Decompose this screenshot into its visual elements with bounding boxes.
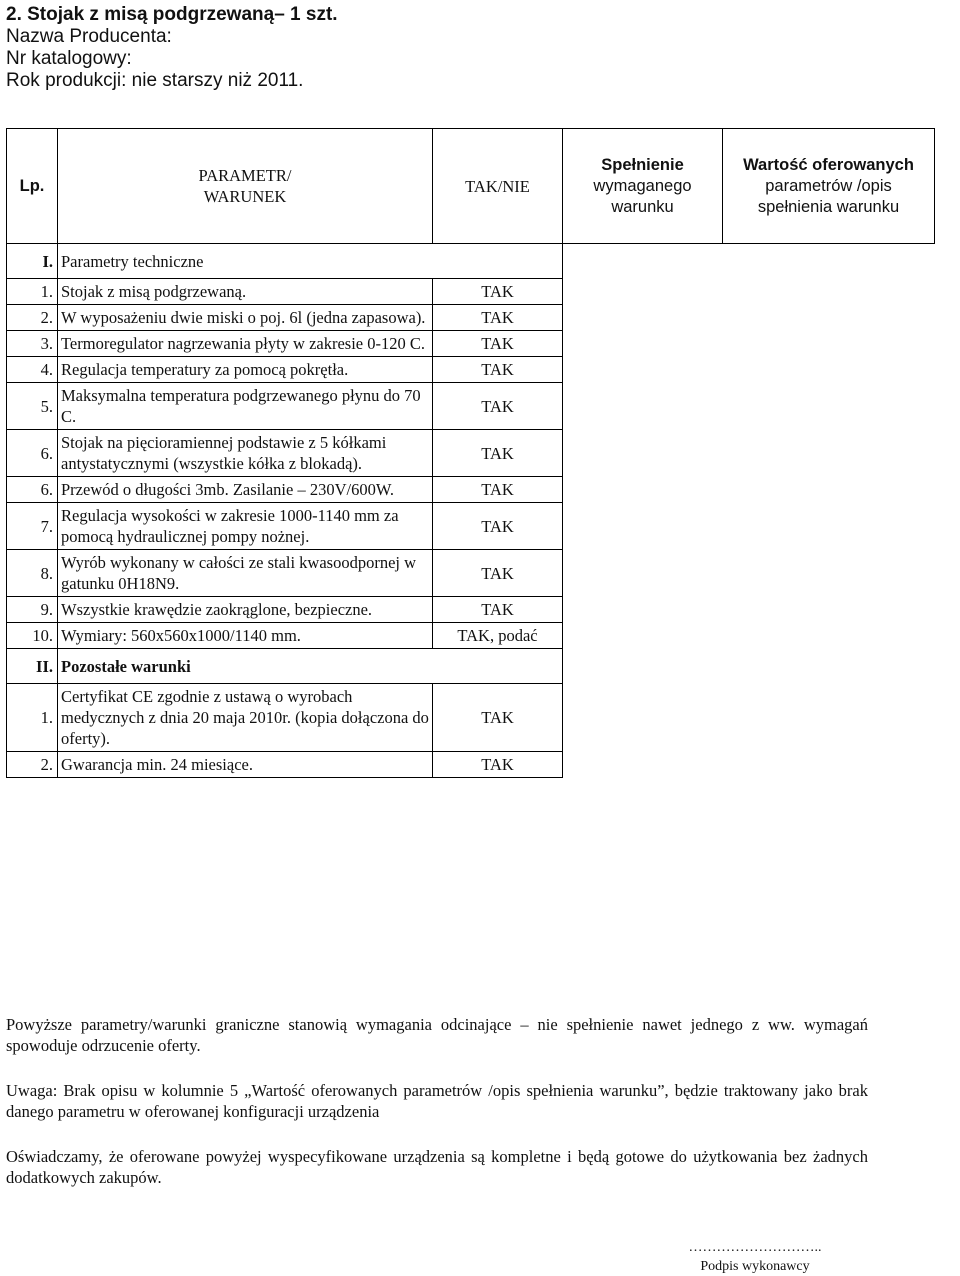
row-taknie: TAK (433, 597, 563, 623)
table-row (7, 430, 935, 477)
row-number: 1. (7, 279, 58, 305)
row-parameter: Stojak na pięcioramiennej podstawie z 5 kółkami antystatycznymi (wszystkie kółka z blokadą). (58, 430, 433, 477)
table-row (7, 383, 935, 430)
section-number: I. (7, 244, 58, 279)
producer-name-line: Nazwa Producenta: (6, 26, 172, 47)
row-taknie: TAK (433, 752, 563, 778)
row-number: 8. (7, 550, 58, 597)
row-parameter: W wyposażeniu dwie miski o poj. 6l (jedna zapasowa). (58, 305, 433, 331)
row-taknie: TAK (433, 279, 563, 305)
notes-paragraph-2: Uwaga: Brak opisu w kolumnie 5 „Wartość oferowanych parametrów /opis spełnienia warunku”, będzie traktowany jako brak danego parametru w oferowanej konfiguracji urządzenia (6, 1081, 868, 1121)
row-number: 9. (7, 597, 58, 623)
row-number: 3. (7, 331, 58, 357)
production-year-line: Rok produkcji: nie starszy niż 2011. (6, 70, 304, 91)
section-title: 2. Stojak z misą podgrzewaną– 1 szt. (6, 4, 338, 25)
row-number: 4. (7, 357, 58, 383)
row-parameter: Termoregulator nagrzewania płyty w zakresie 0-120 C. (58, 331, 433, 357)
signature-block (640, 1238, 870, 1276)
row-parameter: Certyfikat CE zgodnie z ustawą o wyrobach medycznych z dnia 20 maja 2010r. (kopia dołączona do oferty). (58, 684, 433, 752)
row-taknie: TAK (433, 477, 563, 503)
col-header-parameter: PARAMETR/ WARUNEK (58, 129, 433, 244)
row-parameter: Regulacja temperatury za pomocą pokrętła. (58, 357, 433, 383)
row-parameter: Wymiary: 560x560x1000/1140 mm. (58, 623, 433, 649)
row-number: 7. (7, 503, 58, 550)
parameters-table (6, 128, 935, 778)
row-taknie: TAK (433, 357, 563, 383)
notes-paragraph-3: Oświadczamy, że oferowane powyżej wyspecyfikowane urządzenia są kompletne i będą gotowe do użytkowania bez żadnych dodatkowych zakupów. (6, 1147, 868, 1187)
catalog-number-line: Nr katalogowy: (6, 48, 132, 69)
row-taknie: TAK (433, 503, 563, 550)
section-number: II. (7, 649, 58, 684)
signature-dots: ……………………….. (688, 1240, 822, 1255)
table-row (7, 477, 935, 503)
row-number: 10. (7, 623, 58, 649)
col-header-lp: Lp. (7, 129, 58, 244)
section-row-technical (7, 244, 935, 279)
row-parameter: Gwarancja min. 24 miesiące. (58, 752, 433, 778)
document-header (6, 4, 338, 92)
col-header-spelnienie: Spełnienie wymaganego warunku (563, 129, 723, 244)
row-number: 6. (7, 430, 58, 477)
row-parameter: Wszystkie krawędzie zaokrąglone, bezpieczne. (58, 597, 433, 623)
row-taknie: TAK, podać (433, 623, 563, 649)
table-row (7, 279, 935, 305)
row-number: 2. (7, 752, 58, 778)
row-taknie: TAK (433, 305, 563, 331)
notes-paragraph-1: Powyższe parametry/warunki graniczne stanowią wymagania odcinające – nie spełnienie nawet jednego z ww. wymagań spowoduje odrzucenie oferty. (6, 1015, 868, 1055)
col-header-wartosc: Wartość oferowanych parametrów /opis spełnienia warunku (723, 129, 935, 244)
row-taknie: TAK (433, 430, 563, 477)
row-parameter: Stojak z misą podgrzewaną. (58, 279, 433, 305)
table-header-row (7, 129, 935, 244)
row-number: 6. (7, 477, 58, 503)
signature-label: Podpis wykonawcy (700, 1259, 810, 1274)
table-row (7, 597, 935, 623)
row-number: 1. (7, 684, 58, 752)
row-parameter: Regulacja wysokości w zakresie 1000-1140 mm za pomocą hydraulicznej pompy nożnej. (58, 503, 433, 550)
table-row (7, 623, 935, 649)
row-taknie: TAK (433, 550, 563, 597)
row-parameter: Wyrób wykonany w całości ze stali kwasoodpornej w gatunku 0H18N9. (58, 550, 433, 597)
table-row (7, 684, 935, 752)
table-row (7, 550, 935, 597)
section-title: Parametry techniczne (58, 244, 563, 279)
table-row (7, 331, 935, 357)
table-row (7, 357, 935, 383)
table-row (7, 752, 935, 778)
row-parameter: Maksymalna temperatura podgrzewanego płynu do 70 C. (58, 383, 433, 430)
row-taknie: TAK (433, 684, 563, 752)
row-parameter: Przewód o długości 3mb. Zasilanie – 230V/600W. (58, 477, 433, 503)
row-taknie: TAK (433, 331, 563, 357)
table-row (7, 503, 935, 550)
table-row (7, 305, 935, 331)
section-row-other (7, 649, 935, 684)
row-number: 2. (7, 305, 58, 331)
row-number: 5. (7, 383, 58, 430)
section-title: Pozostałe warunki (58, 649, 563, 684)
col-header-taknie: TAK/NIE (433, 129, 563, 244)
row-taknie: TAK (433, 383, 563, 430)
